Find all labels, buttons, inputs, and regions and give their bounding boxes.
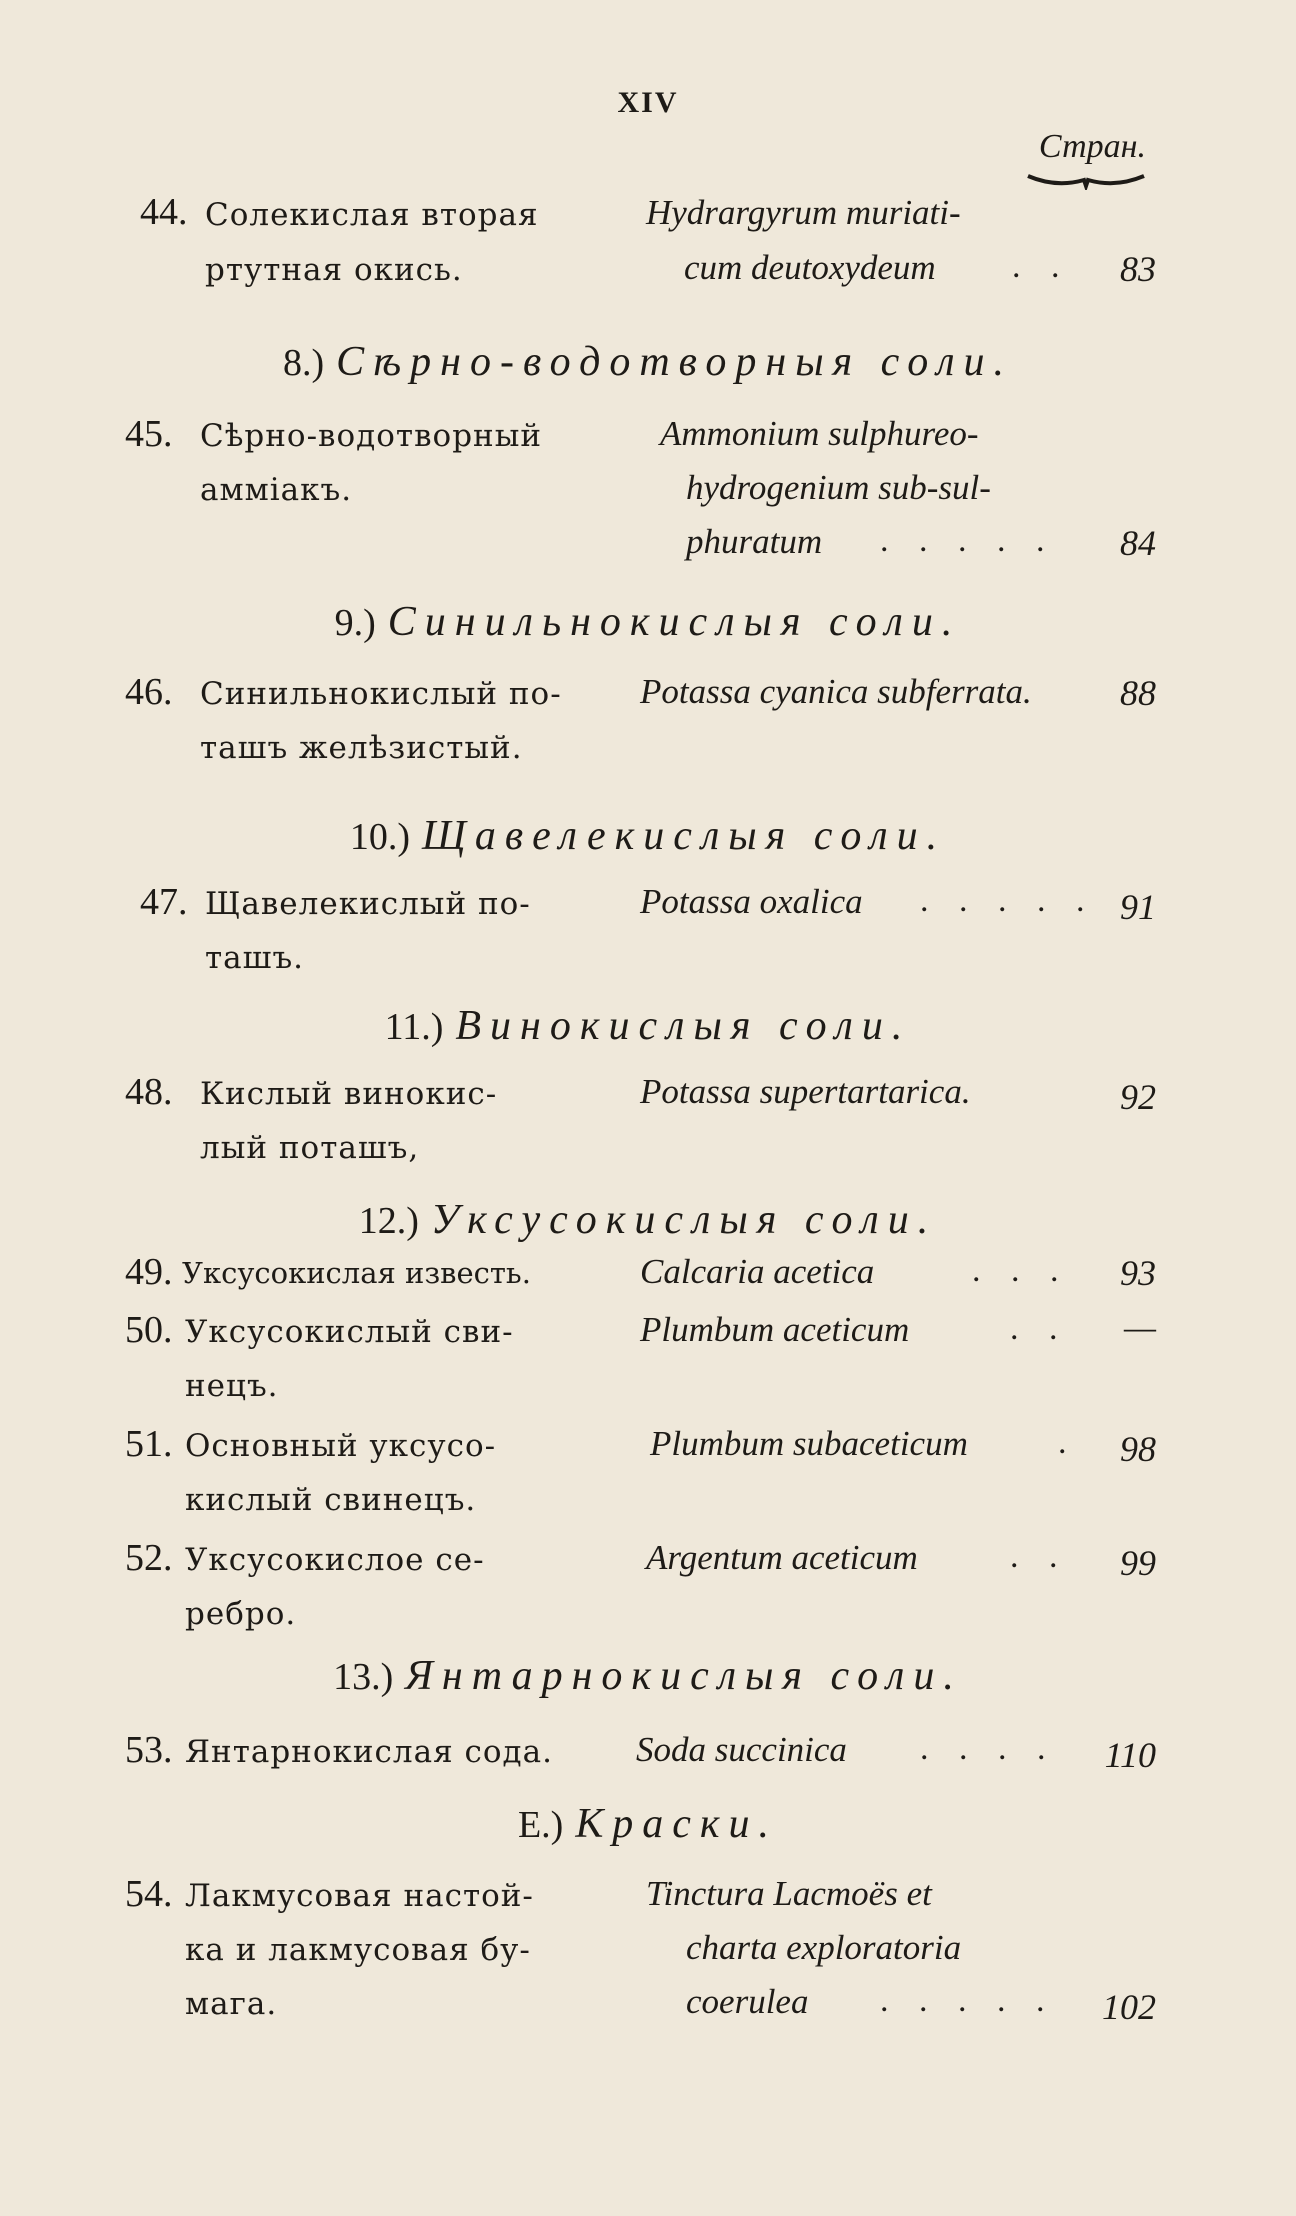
entry-number: 50. [125, 1309, 173, 1351]
entry-russian-line: ташъ желѣзистый. [200, 730, 523, 766]
entry-russian-line: Основный уксусо- [185, 1428, 497, 1464]
entry-russian-line: лый поташъ, [200, 1130, 420, 1166]
entry-russian-line: Кислый винокис- [200, 1076, 498, 1112]
section-number: 12.) [358, 1200, 419, 1242]
entry-latin-line: cum deutoxydeum [684, 248, 936, 287]
entry-number: 49. [125, 1251, 173, 1293]
entry-latin-line: hydrogenium sub-sul- [686, 468, 991, 507]
section-heading [0, 1196, 1296, 1244]
section-heading [0, 338, 1296, 386]
section-title: Щавелекислыя соли. [422, 813, 947, 859]
entry-russian-line: Уксусокислое се- [185, 1542, 485, 1578]
entry-russian-line: аммiакъ. [200, 472, 353, 508]
entry-latin-line: Hydrargyrum muriati- [646, 193, 961, 232]
entry-number: 44. [140, 191, 188, 233]
entry-russian-line: Солекислая вторая [205, 197, 539, 233]
section-title: Краски. [575, 1801, 779, 1847]
entry-number: 48. [125, 1071, 173, 1113]
entry-latin-line: charta exploratoria [686, 1928, 962, 1967]
leader-dots: . . . . [920, 1730, 1057, 1767]
section-number: 9.) [334, 602, 376, 644]
entry-latin-line: Potassa cyanica subferrata. [640, 672, 1032, 711]
entry-number: 46. [125, 671, 173, 713]
entry-number: 51. [125, 1423, 173, 1465]
section-title: Синильнокислыя соли. [387, 599, 962, 645]
leader-dots: . . [1012, 248, 1071, 285]
entry-page: 99 [1120, 1543, 1156, 1583]
entry-latin-line: phuratum [686, 522, 823, 561]
leader-dots: . [1058, 1424, 1078, 1461]
entry-russian-line: Янтарнокислая сода. [185, 1734, 553, 1770]
entry-number: 52. [125, 1537, 173, 1579]
entry-number: 53. [125, 1729, 173, 1771]
entry-page: 110 [1104, 1735, 1156, 1775]
leader-dots: . . [1010, 1310, 1069, 1347]
leader-dots: . . . [972, 1252, 1070, 1289]
leader-dots: . . . . . [920, 882, 1096, 919]
entry-russian-line: ребро. [185, 1596, 297, 1632]
entry-russian-line: мага. [185, 1986, 278, 2022]
section-title: Винокислыя соли. [455, 1003, 912, 1049]
entry-russian-line: Синильнокислый по- [200, 676, 562, 712]
section-title: Янтарнокислыя соли. [405, 1653, 963, 1699]
leader-dots: . . [1010, 1538, 1069, 1575]
entry-page: 83 [1120, 249, 1156, 289]
section-heading [0, 598, 1296, 646]
section-number: 8.) [282, 342, 325, 384]
entry-latin-line: coerulea [686, 1982, 809, 2021]
entry-latin-line: Plumbum aceticum [640, 1310, 910, 1349]
entry-russian-line: Сѣрно-водотворный [200, 418, 543, 454]
section-heading [0, 1002, 1296, 1050]
section-heading [0, 812, 1296, 860]
entry-page: — [1123, 1307, 1156, 1347]
entry-latin-line: Argentum aceticum [646, 1538, 918, 1577]
entry-russian-line: ташъ. [205, 940, 305, 976]
brace-ornament [1026, 172, 1146, 190]
entry-number: 45. [125, 413, 173, 455]
leader-dots: . . . . . [880, 1982, 1056, 2019]
entry-latin-line: Soda succinica [636, 1730, 847, 1769]
entry-page: 102 [1102, 1987, 1156, 2027]
entry-latin-line: Calcaria acetica [640, 1252, 875, 1291]
entry-russian-line: ртутная окись. [205, 252, 463, 288]
entry-russian-line: Уксусокислая известь. [182, 1256, 531, 1290]
section-heading [0, 1652, 1296, 1700]
section-number: 10.) [349, 816, 411, 858]
entry-latin-line: Tinctura Lacmoës et [646, 1874, 932, 1913]
section-number: 13.) [333, 1656, 394, 1698]
leader-dots: . . . . . [880, 522, 1056, 559]
entry-russian-line: ка и лакмусовая бу- [185, 1932, 531, 1968]
entry-russian-line: Щавелекислый по- [205, 886, 531, 922]
section-number: E.) [517, 1804, 564, 1846]
entry-russian-line: Лакмусовая настой- [185, 1878, 534, 1914]
entry-russian-line: кислый свинецъ. [185, 1482, 477, 1518]
entry-page: 84 [1120, 523, 1156, 563]
section-title: Уксусокислыя соли. [430, 1197, 938, 1243]
page-number: XIV [617, 86, 679, 119]
section-heading [0, 1800, 1296, 1848]
entry-latin-line: Ammonium sulphureo- [660, 414, 979, 453]
entry-page: 91 [1120, 887, 1156, 927]
entry-latin-line: Plumbum subaceticum [650, 1424, 968, 1463]
entry-latin-line: Potassa oxalica [640, 882, 863, 921]
entry-page: 88 [1120, 673, 1156, 713]
section-title: Сѣрно-водотворныя соли. [336, 339, 1014, 385]
column-header: Стран. [1038, 128, 1146, 165]
entry-number: 47. [140, 881, 188, 923]
entry-page: 92 [1120, 1077, 1156, 1117]
entry-page: 98 [1120, 1429, 1156, 1469]
entry-russian-line: Уксусокислый сви- [185, 1314, 514, 1350]
entry-number: 54. [125, 1873, 173, 1915]
entry-page: 93 [1120, 1253, 1156, 1293]
entry-latin-line: Potassa supertartarica. [640, 1072, 971, 1111]
section-number: 11.) [384, 1006, 444, 1048]
entry-russian-line: нецъ. [185, 1368, 279, 1404]
